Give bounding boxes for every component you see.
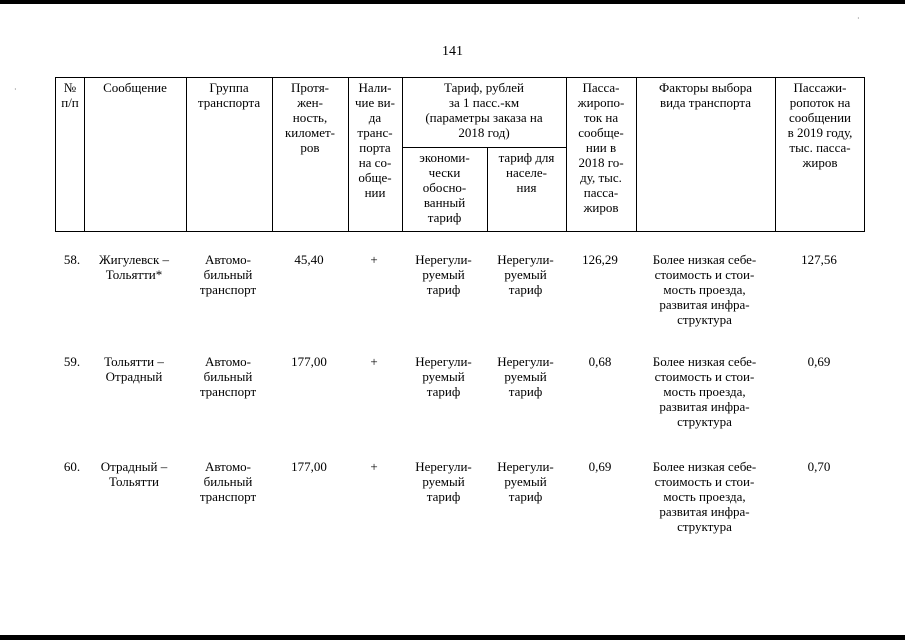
row-group: Автомо- бильный транспорт bbox=[199, 354, 257, 399]
header-flow-2018: Пасса- жиропо- ток на сообще- нии в 2018 го- ду, тыс. пасса- жиров bbox=[577, 80, 625, 215]
row-divider bbox=[402, 147, 566, 148]
row-tariff-econ: Нерегули- руемый тариф bbox=[415, 252, 472, 297]
row-length: 177,00 bbox=[291, 354, 327, 369]
header-alt: Нали- чие ви- да транс- порта на со- обще- нии bbox=[355, 80, 395, 200]
header-tariff-pop: тариф для населе- ния bbox=[498, 150, 555, 195]
row-tariff-econ: Нерегули- руемый тариф bbox=[415, 354, 472, 399]
column-divider bbox=[84, 78, 85, 231]
row-flow-2019: 127,56 bbox=[801, 252, 837, 267]
row-num: 58. bbox=[63, 252, 81, 267]
row-flow-2019: 0,70 bbox=[807, 459, 831, 474]
header-group: Группа транспорта bbox=[197, 80, 261, 110]
scan-speck: · bbox=[14, 85, 17, 94]
table-header bbox=[55, 77, 865, 232]
header-tariff: Тариф, рублей за 1 пасс.-км (параметры заказа на 2018 год) bbox=[425, 80, 543, 140]
row-length: 177,00 bbox=[291, 459, 327, 474]
row-alt: + bbox=[370, 459, 378, 474]
row-group: Автомо- бильный транспорт bbox=[199, 252, 257, 297]
row-tariff-econ: Нерегули- руемый тариф bbox=[415, 459, 472, 504]
row-flow-2018: 0,68 bbox=[588, 354, 612, 369]
header-factors: Факторы выбора вида транспорта bbox=[659, 80, 752, 110]
header-num: № п/п bbox=[61, 80, 79, 110]
row-tariff-pop: Нерегули- руемый тариф bbox=[497, 252, 554, 297]
row-tariff-pop: Нерегули- руемый тариф bbox=[497, 459, 554, 504]
header-length: Протя- жен- ность, километ- ров bbox=[284, 80, 336, 155]
row-group: Автомо- бильный транспорт bbox=[199, 459, 257, 504]
row-num: 59. bbox=[63, 354, 81, 369]
bottom-border bbox=[0, 635, 905, 640]
row-factors: Более низкая себе- стоимость и стои- мость проезда, развитая инфра- структура bbox=[652, 459, 757, 534]
row-route: Тольятти – Отрадный bbox=[104, 354, 164, 384]
header-route: Сообщение bbox=[103, 80, 167, 95]
row-flow-2018: 0,69 bbox=[588, 459, 612, 474]
row-num: 60. bbox=[63, 459, 81, 474]
row-flow-2018: 126,29 bbox=[582, 252, 618, 267]
top-border bbox=[0, 0, 905, 4]
header-flow-2019: Пассажи- ропоток на сообщении в 2019 году, тыс. пасса- жиров bbox=[787, 80, 853, 170]
row-alt: + bbox=[370, 354, 378, 369]
scan-speck: · bbox=[857, 14, 860, 23]
row-factors: Более низкая себе- стоимость и стои- мость проезда, развитая инфра- структура bbox=[652, 354, 757, 429]
row-flow-2019: 0,69 bbox=[807, 354, 831, 369]
row-route: Жигулевск – Тольятти* bbox=[98, 252, 170, 282]
header-tariff-econ: экономи- чески обосно- ванный тариф bbox=[419, 150, 470, 225]
row-tariff-pop: Нерегули- руемый тариф bbox=[497, 354, 554, 399]
row-factors: Более низкая себе- стоимость и стои- мость проезда, развитая инфра- структура bbox=[652, 252, 757, 327]
row-length: 45,40 bbox=[294, 252, 324, 267]
row-route: Отрадный – Тольятти bbox=[100, 459, 168, 489]
page-number: 141 bbox=[442, 44, 463, 59]
row-alt: + bbox=[370, 252, 378, 267]
